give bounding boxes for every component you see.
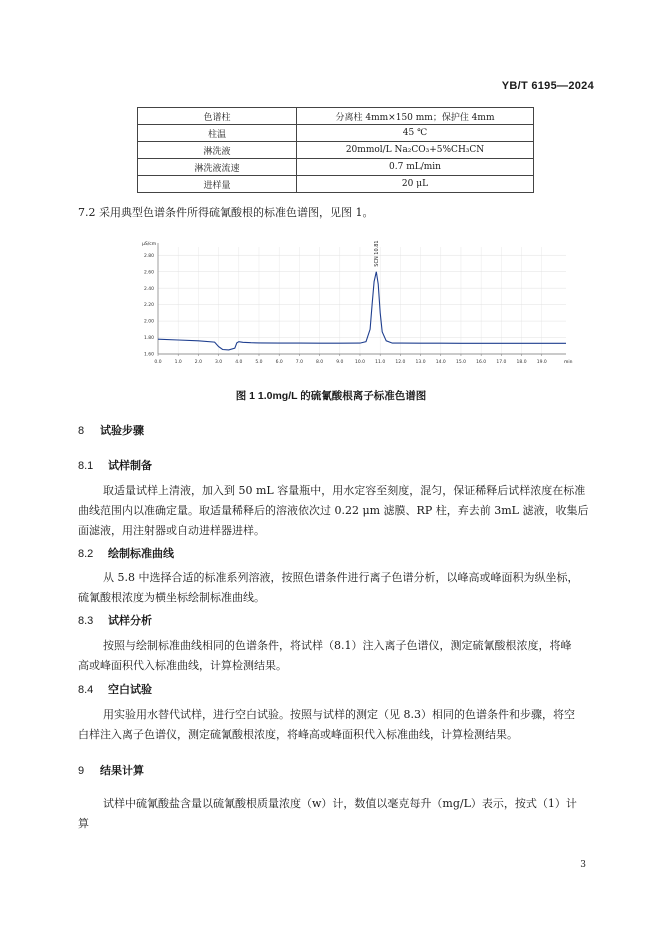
x-tick-label: 1.0 [174, 360, 182, 365]
section-title: 结果计算 [100, 765, 144, 777]
x-tick-label: 3.0 [215, 360, 223, 365]
table-cell-key: 淋洗液流速 [138, 159, 297, 176]
y-axis-ticks [144, 253, 154, 358]
x-tick-label: 14.0 [435, 360, 446, 365]
paragraph-line: 曲线范围内以准确定量。取适量稀释后的溶液依次过 0.22 μm 滤膜、RP 柱，弃去前 3mL 滤液，收集后 [78, 504, 589, 517]
section-8-3-heading [78, 612, 152, 628]
table-row [138, 142, 534, 159]
paragraph-line: 算 [78, 817, 89, 830]
x-tick-label: 2.0 [194, 360, 202, 365]
table-row [138, 159, 534, 176]
table-row [138, 176, 534, 193]
x-tick-label: 0.0 [154, 360, 162, 365]
page-number: 3 [580, 860, 586, 870]
y-tick-label: 2.40 [143, 286, 154, 292]
section-number: 8.4 [78, 684, 94, 696]
table-cell-value: 0.7 mL/min [297, 159, 534, 176]
paragraph-line: 试样中硫氰酸盐含量以硫氰酸根质量浓度（w）计，数值以毫克每升（mg/L）表示，按式（1）计 [103, 797, 577, 810]
section-number: 8.3 [78, 615, 94, 627]
peak-label: SCN 10.81 [373, 240, 380, 267]
paragraph-line: 用实验用水替代试样，进行空白试验。按照与试样的测定（见 8.3）相同的色谱条件和步骤，将空 [103, 708, 575, 721]
standard-code: YB/T 6195—2024 [501, 80, 594, 92]
y-tick-label: 2.20 [143, 303, 154, 309]
x-tick-label: 17.0 [496, 360, 507, 365]
section-number: 8.2 [78, 548, 94, 560]
x-tick-label: 13.0 [415, 360, 426, 365]
figure-caption: 图 1 1.0mg/L 的硫氰酸根离子标准色谱图 [235, 390, 427, 402]
x-tick-label: 9.0 [336, 360, 344, 365]
section-number: 9 [78, 765, 85, 777]
x-tick-label: 15.0 [455, 360, 466, 365]
paragraph-line: 白样注入离子色谱仪，测定硫氰酸根浓度，将峰高或峰面积代入标准曲线，计算检测结果。 [78, 728, 518, 741]
section-9-heading [78, 762, 144, 778]
chromatogram-trace [158, 272, 566, 350]
section-title: 试样分析 [108, 615, 152, 627]
section-title: 空白试验 [108, 684, 152, 696]
y-tick-label: 1.80 [143, 336, 154, 342]
x-tick-label: 16.0 [476, 360, 487, 365]
x-tick-label: 7.0 [295, 360, 303, 365]
chart-grid [158, 247, 566, 354]
x-tick-label: 18.0 [516, 360, 527, 365]
section-title: 试验步骤 [100, 425, 144, 437]
table-cell-value: 分离柱 4mm×150 mm；保护住 4mm [297, 108, 534, 125]
table-cell-key: 色谱柱 [138, 108, 297, 125]
section-8-1-heading [78, 457, 152, 473]
y-tick-label: 2.60 [143, 270, 154, 276]
table-cell-key: 淋洗液 [138, 142, 297, 159]
paragraph-line: 面滤液，用注射器或自动进样器进样。 [78, 524, 265, 537]
section-title: 试样制备 [108, 460, 152, 472]
y-axis-label: μS/cm [142, 242, 157, 247]
table-cell-value: 20 μL [297, 176, 534, 193]
y-tick-label: 2.80 [143, 253, 154, 259]
section-8-2-heading [78, 545, 174, 561]
x-tick-label: 8.0 [315, 360, 324, 365]
chromatogram-chart [0, 235, 662, 385]
x-axis-ticks [154, 354, 546, 365]
table-row [138, 108, 534, 125]
y-tick-label: 2.00 [143, 319, 154, 325]
x-axis-label: min [564, 360, 573, 365]
x-tick-label: 4.0 [235, 360, 243, 365]
section-8-4-heading [78, 681, 152, 697]
y-tick-label: 1.60 [143, 352, 154, 358]
chromatographic-conditions-table [137, 107, 534, 193]
section-8-heading [78, 422, 144, 438]
table-cell-value: 20mmol/L Na₂CO₃+5%CH₃CN [297, 142, 534, 159]
table-cell-key: 进样量 [138, 176, 297, 193]
x-tick-label: 12.0 [395, 360, 406, 365]
table-row [138, 125, 534, 142]
x-tick-label: 6.0 [275, 360, 283, 365]
section-number: 8 [78, 425, 85, 437]
clause-7-2: 7.2 采用典型色谱条件所得硫氰酸根的标准色谱图，见图 1。 [78, 206, 374, 219]
paragraph-line: 从 5.8 中选择合适的标准系列溶液，按照色谱条件进行离子色谱分析，以峰高或峰面积为纵坐标， [103, 571, 579, 584]
table-cell-key: 柱温 [138, 125, 297, 142]
section-title: 绘制标准曲线 [108, 548, 174, 560]
table-cell-value: 45 ℃ [297, 125, 534, 142]
paragraph-line: 按照与绘制标准曲线相同的色谱条件，将试样（8.1）注入离子色谱仪，测定硫氰酸根浓度，将峰 [103, 639, 572, 652]
x-tick-label: 11.0 [375, 360, 386, 365]
x-tick-label: 10.0 [354, 360, 365, 365]
paragraph-line: 取适量试样上清液，加入到 50 mL 容量瓶中，用水定容至刻度，混匀，保证稀释后试样浓度在标准 [103, 484, 586, 497]
paragraph-line: 高或峰面积代入标准曲线，计算检测结果。 [78, 659, 287, 672]
x-tick-label: 5.0 [255, 360, 263, 365]
section-number: 8.1 [78, 460, 94, 472]
paragraph-line: 硫氰酸根浓度为横坐标绘制标准曲线。 [78, 591, 265, 604]
x-tick-label: 19.0 [536, 360, 547, 365]
